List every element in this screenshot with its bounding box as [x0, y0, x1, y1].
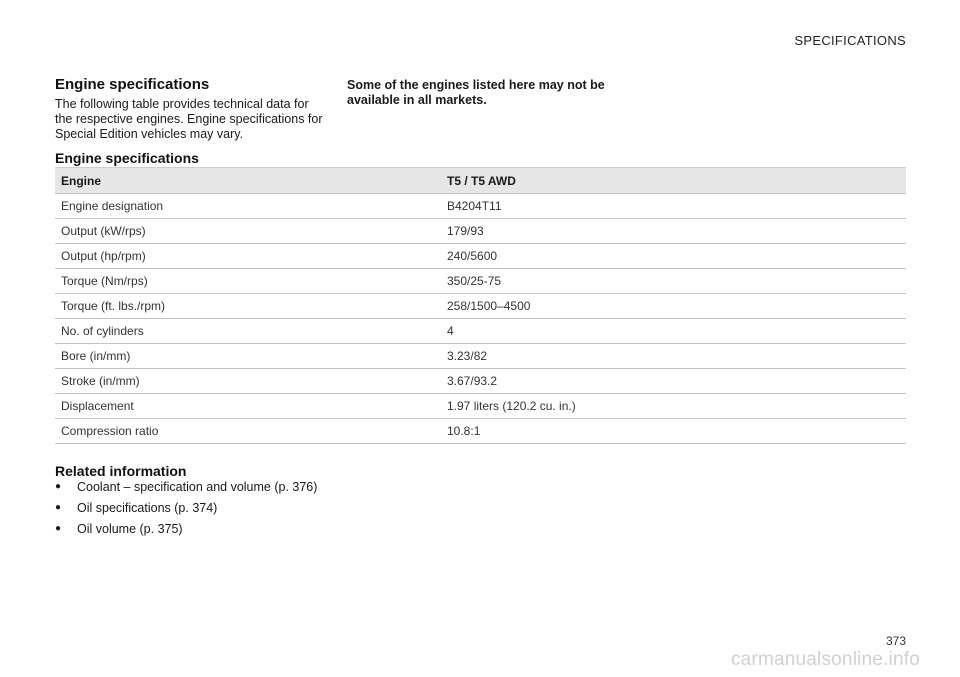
row-label: Torque (ft. lbs./rpm): [55, 294, 441, 319]
related-link-oil-specifications[interactable]: [55, 500, 317, 520]
market-note: Some of the engines listed here may not be available in all markets.: [347, 78, 605, 107]
table-header-row: [55, 168, 906, 194]
row-label: Torque (Nm/rps): [55, 269, 441, 294]
row-label: No. of cylinders: [55, 319, 441, 344]
row-label: Output (hp/rpm): [55, 244, 441, 269]
row-value: 350/25-75: [441, 269, 906, 294]
row-value: 1.97 liters (120.2 cu. in.): [441, 394, 906, 419]
header-model: T5 / T5 AWD: [441, 168, 906, 194]
table-row: [55, 294, 906, 319]
table-row: [55, 419, 906, 444]
section-header: SPECIFICATIONS: [794, 33, 906, 48]
table-row: [55, 344, 906, 369]
row-label: Engine designation: [55, 194, 441, 219]
header-engine: Engine: [55, 168, 441, 194]
row-label: Displacement: [55, 394, 441, 419]
row-label: Output (kW/rps): [55, 219, 441, 244]
related-link-label: Oil volume (p. 375): [77, 522, 183, 536]
page-number: 373: [885, 634, 906, 648]
watermark: carmanualsonline.info: [730, 649, 920, 670]
related-link-label: Oil specifications (p. 374): [77, 501, 218, 515]
table-row: [55, 319, 906, 344]
row-value: 258/1500–4500: [441, 294, 906, 319]
table-row: [55, 369, 906, 394]
row-label: Bore (in/mm): [55, 344, 441, 369]
row-label: Compression ratio: [55, 419, 441, 444]
row-value: 240/5600: [441, 244, 906, 269]
table-row: [55, 219, 906, 244]
page-title: Engine specifications: [55, 76, 210, 93]
table-row: [55, 394, 906, 419]
row-value: 4: [441, 319, 906, 344]
related-info-list: [55, 479, 317, 542]
row-value: 3.67/93.2: [441, 369, 906, 394]
table-title: Engine specifications: [55, 150, 199, 166]
bullet-icon: ●: [55, 523, 62, 534]
table-row: [55, 194, 906, 219]
row-label: Stroke (in/mm): [55, 369, 441, 394]
row-value: B4204T11: [441, 194, 906, 219]
row-value: 10.8:1: [441, 419, 906, 444]
related-info-title: Related information: [55, 463, 187, 479]
table-row: [55, 244, 906, 269]
related-link-oil-volume[interactable]: [55, 521, 317, 541]
row-value: 3.23/82: [441, 344, 906, 369]
row-value: 179/93: [441, 219, 906, 244]
engine-spec-table: [55, 167, 906, 444]
bullet-icon: ●: [55, 481, 62, 492]
related-link-coolant[interactable]: [55, 479, 317, 499]
intro-paragraph: The following table provides technical data for the respective engines. Engine specifications for Special Edition vehicles may vary.: [55, 97, 323, 141]
table-row: [55, 269, 906, 294]
bullet-icon: ●: [55, 502, 62, 513]
related-link-label: Coolant – specification and volume (p. 376): [77, 480, 318, 494]
